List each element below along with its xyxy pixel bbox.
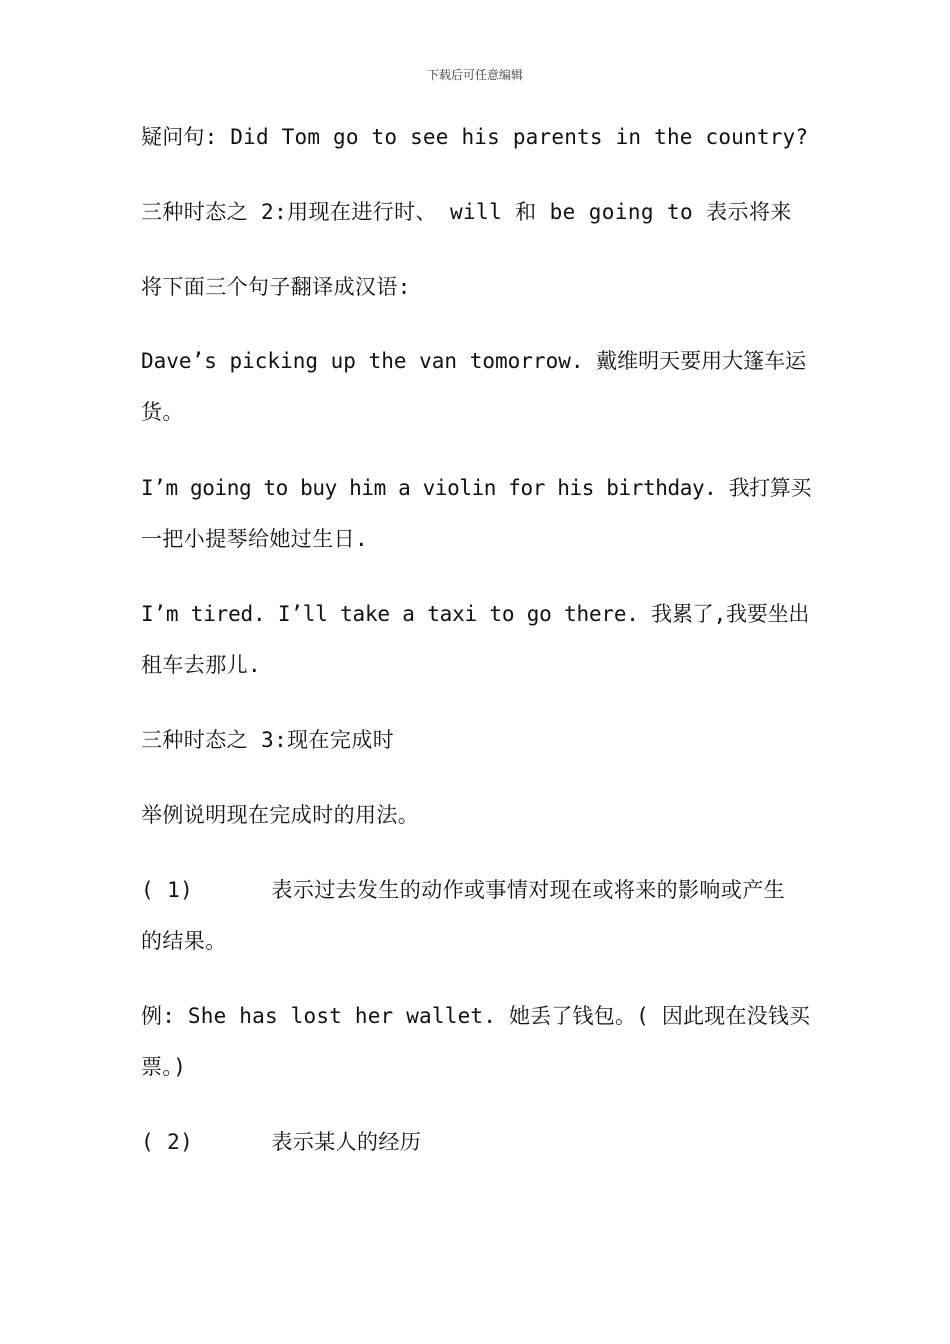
text-line: 货。: [141, 400, 184, 424]
text-line: 举例说明现在完成时的用法。: [141, 803, 420, 827]
text-line: I’m going to buy him a violin for his birthday. 我打算买: [141, 476, 812, 500]
text-line: 三种时态之 2:用现在进行时、 will 和 be going to 表示将来: [141, 200, 792, 224]
text-line: 将下面三个句子翻译成汉语:: [141, 275, 411, 299]
text-line: Dave’s picking up the van tomorrow. 戴维明天要用大篷车运: [141, 349, 807, 373]
text-line: 票。): [141, 1055, 187, 1079]
text-line: 的结果。: [141, 929, 227, 953]
text-line: I’m tired. I’ll take a taxi to go there. 我累了,我要坐出: [141, 602, 810, 626]
text-line: 租车去那儿.: [141, 653, 262, 677]
text-line: 疑问句: Did Tom go to see his parents in the country?: [141, 125, 809, 149]
page-header: 下载后可任意编辑: [426, 68, 523, 82]
text-line: 三种时态之 3:现在完成时: [141, 728, 395, 752]
text-line: 例: She has lost her wallet. 她丢了钱包。( 因此现在没钱买: [141, 1004, 811, 1028]
text-line: 一把小提琴给她过生日.: [141, 527, 369, 551]
text-line: ( 2) 表示某人的经历: [141, 1130, 422, 1154]
text-line: ( 1) 表示过去发生的动作或事情对现在或将来的影响或产生: [141, 878, 786, 902]
